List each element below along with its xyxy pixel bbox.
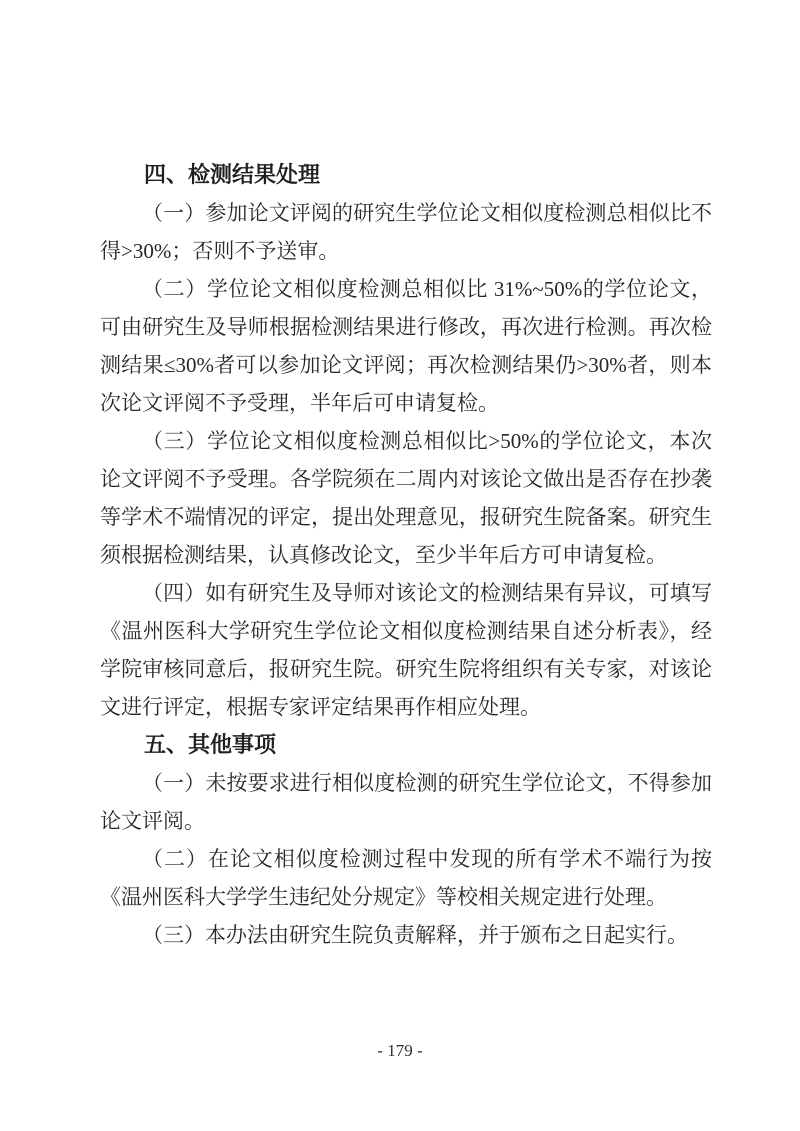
section-5-paragraph-2: （二）在论文相似度检测过程中发现的所有学术不端行为按《温州医科大学学生违纪处分规定》等校相关规定进行处理。 — [100, 847, 712, 909]
document-body — [100, 156, 712, 954]
section-4-paragraph-2: （二）学位论文相似度检测总相似比 31%~50%的学位论文，可由研究生及导师根据检测结果进行修改，再次进行检测。再次检测结果≤30%者可以参加论文评阅；再次检测结果仍>30%者，则本次论文评阅不予受理，半年后可申请复检。 — [100, 277, 712, 415]
section-4-heading: 四、检测结果处理 — [144, 162, 321, 187]
section-5-heading: 五、其他事项 — [144, 732, 277, 757]
page-number: - 179 - — [377, 1041, 423, 1060]
section-5-paragraph-1: （一）未按要求进行相似度检测的研究生学位论文，不得参加论文评阅。 — [100, 771, 712, 833]
section-5-paragraph-3: （三）本办法由研究生院负责解释，并于颁布之日起实行。 — [142, 923, 688, 947]
section-4-paragraph-1: （一）参加论文评阅的研究生学位论文相似度检测总相似比不得>30%；否则不予送审。 — [100, 201, 712, 263]
section-4-paragraph-3: （三）学位论文相似度检测总相似比>50%的学位论文，本次论文评阅不予受理。各学院须在二周内对该论文做出是否存在抄袭等学术不端情况的评定，提出处理意见，报研究生院备案。研究生须根据检测结果，认真修改论文，至少半年后方可申请复检。 — [100, 429, 712, 567]
section-4-paragraph-4: （四）如有研究生及导师对该论文的检测结果有异议，可填写《温州医科大学研究生学位论文相似度检测结果自述分析表》，经学院审核同意后，报研究生院。研究生院将组织有关专家，对该论文进行评定，根据专家评定结果再作相应处理。 — [100, 581, 712, 719]
